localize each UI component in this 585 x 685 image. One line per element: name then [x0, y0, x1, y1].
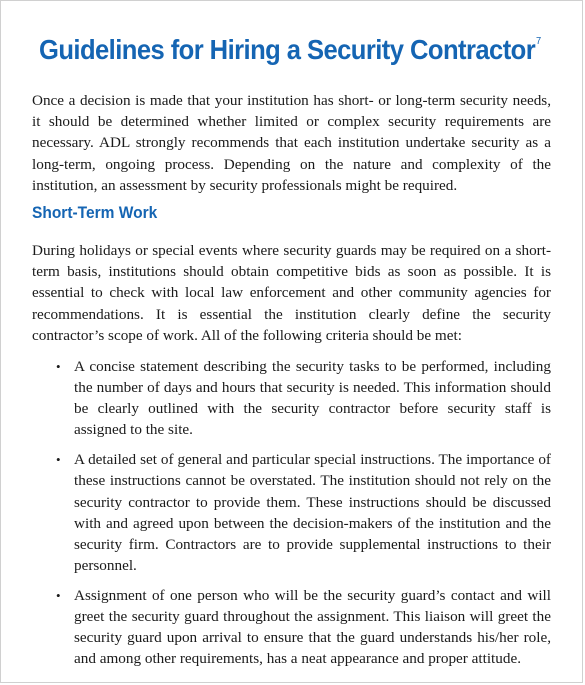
list-item-text: A detailed set of general and particular special instructions. The importance of these instructions cannot be overstated. The institution should not rely on the security contractor to provide them. These instructions should be discussed with and agreed upon between the decision-makers of the institution and the security firm. Contractors are to provide supplemental instructions to their personnel.	[74, 451, 551, 574]
criteria-list	[53, 356, 551, 678]
list-item-text: A concise statement describing the security tasks to be performed, including the number of days and hours that security is needed. This information should be clearly outlined with the security contractor before security staff is assigned to the site.	[74, 358, 551, 439]
bullet-icon: •	[56, 452, 61, 468]
list-item	[53, 449, 551, 576]
bullet-icon: •	[56, 587, 61, 603]
page-title-text: Guidelines for Hiring a Security Contractor	[39, 34, 536, 65]
bullet-icon: •	[56, 359, 61, 374]
list-item	[53, 356, 551, 440]
section-body-paragraph: During holidays or special events where security guards may be required on a short-term basis, institutions should obtain competitive bids as soon as possible. It is essential to check with local law enforcement and other community agencies for recommendations. It is essential the institution clearly define the security contractor’s scope of work. All of the following criteria should be met:	[32, 242, 551, 344]
section-heading: Short-Term Work	[32, 204, 158, 222]
title-footnote-marker: 7	[536, 36, 541, 47]
intro-paragraph: Once a decision is made that your institution has short- or long-term security needs, it should be determined whether limited or complex security requirements are necessary. ADL strongly recommends that each institution undertake security as a long-term, ongoing process. Depending on the nature and complexity of the institution, an assessment by security professionals might be required.	[32, 92, 551, 194]
list-item-text: Assignment of one person who will be the security guard’s contact and will greet the security guard throughout the assignment. This liaison will greet the security guard upon arrival to ensure that the guard understands his/her role, and among other requirements, has a neat appearance and proper attitude.	[74, 586, 551, 668]
list-item	[53, 585, 551, 669]
page-title	[39, 34, 541, 66]
